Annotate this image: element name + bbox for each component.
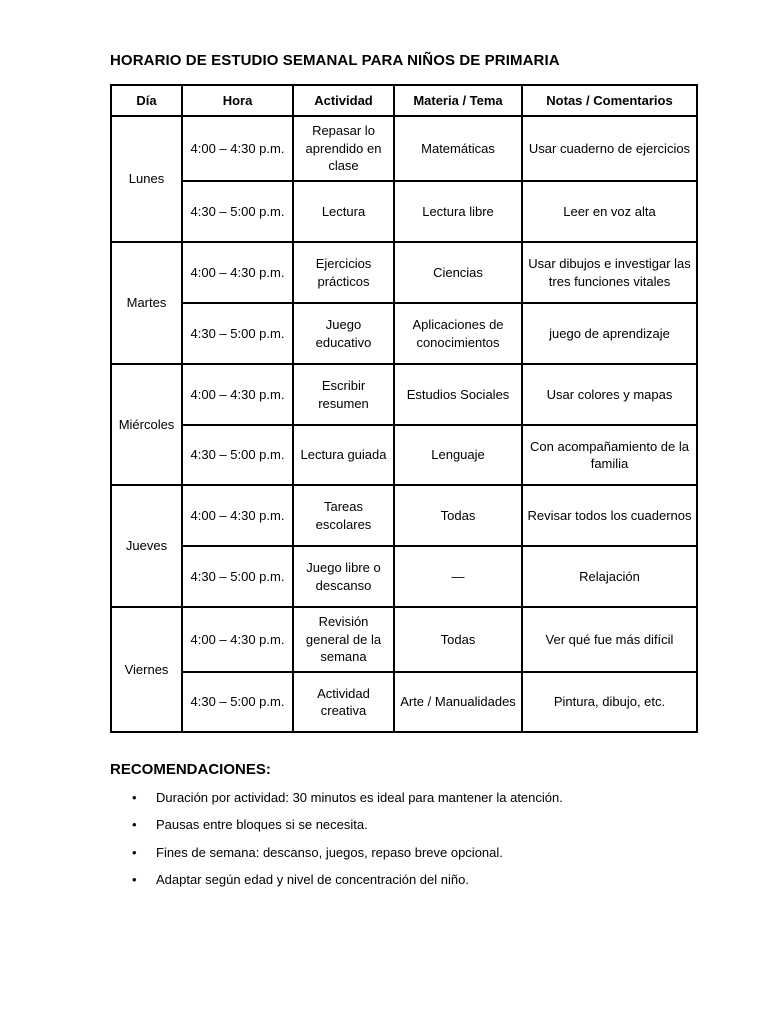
subject-cell: Arte / Manualidades xyxy=(394,672,522,732)
activity-cell: Lectura xyxy=(293,181,394,242)
header-actividad: Actividad xyxy=(293,85,394,116)
time-cell: 4:30 – 5:00 p.m. xyxy=(182,181,293,242)
table-row xyxy=(111,364,697,425)
subject-cell: Estudios Sociales xyxy=(394,364,522,425)
recommendation-item xyxy=(132,789,692,807)
bullet-icon: • xyxy=(132,871,137,887)
notes-cell: Leer en voz alta xyxy=(522,181,697,242)
notes-cell: juego de aprendizaje xyxy=(522,303,697,364)
table-row xyxy=(111,546,697,607)
notes-cell: Usar dibujos e investigar las tres funciones vitales xyxy=(522,242,697,303)
notes-cell: Usar colores y mapas xyxy=(522,364,697,425)
table-row xyxy=(111,672,697,732)
bullet-icon: • xyxy=(132,817,137,833)
activity-cell: Escribir resumen xyxy=(293,364,394,425)
time-cell: 4:00 – 4:30 p.m. xyxy=(182,242,293,303)
subject-cell: Ciencias xyxy=(394,242,522,303)
subject-cell: Lectura libre xyxy=(394,181,522,242)
time-cell: 4:30 – 5:00 p.m. xyxy=(182,672,293,732)
recommendation-text: Duración por actividad: 30 minutos es ideal para mantener la atención. xyxy=(156,790,563,805)
recommendation-item xyxy=(132,816,692,834)
header-row xyxy=(111,85,697,116)
table-row xyxy=(111,242,697,303)
schedule-body xyxy=(111,116,697,732)
header-dia: Día xyxy=(111,85,182,116)
recommendation-item xyxy=(132,844,692,862)
recommendation-item xyxy=(132,871,692,889)
page-title: HORARIO DE ESTUDIO SEMANAL PARA NIÑOS DE PRIMARIA xyxy=(110,52,560,69)
recommendations-heading: RECOMENDACIONES: xyxy=(110,761,271,778)
time-cell: 4:00 – 4:30 p.m. xyxy=(182,364,293,425)
activity-cell: Juego libre o descanso xyxy=(293,546,394,607)
recommendations-list xyxy=(132,789,692,898)
subject-cell: Matemáticas xyxy=(394,116,522,181)
notes-cell: Ver qué fue más difícil xyxy=(522,607,697,672)
time-cell: 4:00 – 4:30 p.m. xyxy=(182,485,293,546)
table-row xyxy=(111,425,697,485)
bullet-icon: • xyxy=(132,790,137,805)
activity-cell: Ejercicios prácticos xyxy=(293,242,394,303)
schedule-header xyxy=(111,85,697,116)
time-cell: 4:00 – 4:30 p.m. xyxy=(182,607,293,672)
table-row xyxy=(111,485,697,546)
table-row xyxy=(111,181,697,242)
activity-cell: Juego educativo xyxy=(293,303,394,364)
activity-cell: Revisión general de la semana xyxy=(293,607,394,672)
notes-cell: Usar cuaderno de ejercicios xyxy=(522,116,697,181)
day-cell: Viernes xyxy=(111,607,182,732)
subject-cell: Todas xyxy=(394,607,522,672)
day-cell: Jueves xyxy=(111,485,182,607)
notes-cell: Relajación xyxy=(522,546,697,607)
time-cell: 4:30 – 5:00 p.m. xyxy=(182,546,293,607)
day-cell: Lunes xyxy=(111,116,182,242)
time-cell: 4:30 – 5:00 p.m. xyxy=(182,425,293,485)
time-cell: 4:30 – 5:00 p.m. xyxy=(182,303,293,364)
header-hora: Hora xyxy=(182,85,293,116)
recommendation-text: Adaptar según edad y nivel de concentración del niño. xyxy=(156,871,469,887)
activity-cell: Repasar lo aprendido en clase xyxy=(293,116,394,181)
subject-cell: Aplicaciones de conocimientos xyxy=(394,303,522,364)
recommendation-text: Fines de semana: descanso, juegos, repaso breve opcional. xyxy=(156,844,503,860)
notes-cell: Revisar todos los cuadernos xyxy=(522,485,697,546)
header-materia: Materia / Tema xyxy=(394,85,522,116)
recommendation-text: Pausas entre bloques si se necesita. xyxy=(156,817,368,833)
notes-cell: Pintura, dibujo, etc. xyxy=(522,672,697,732)
header-notas: Notas / Comentarios xyxy=(522,85,697,116)
table-row xyxy=(111,607,697,672)
table-row xyxy=(111,303,697,364)
time-cell: 4:00 – 4:30 p.m. xyxy=(182,116,293,181)
activity-cell: Tareas escolares xyxy=(293,485,394,546)
table-row xyxy=(111,116,697,181)
subject-cell: — xyxy=(394,546,522,607)
subject-cell: Lenguaje xyxy=(394,425,522,485)
bullet-icon: • xyxy=(132,844,137,860)
day-cell: Martes xyxy=(111,242,182,364)
activity-cell: Lectura guiada xyxy=(293,425,394,485)
notes-cell: Con acompañamiento de la familia xyxy=(522,425,697,485)
activity-cell: Actividad creativa xyxy=(293,672,394,732)
day-cell: Miércoles xyxy=(111,364,182,485)
schedule-table xyxy=(110,84,698,733)
subject-cell: Todas xyxy=(394,485,522,546)
